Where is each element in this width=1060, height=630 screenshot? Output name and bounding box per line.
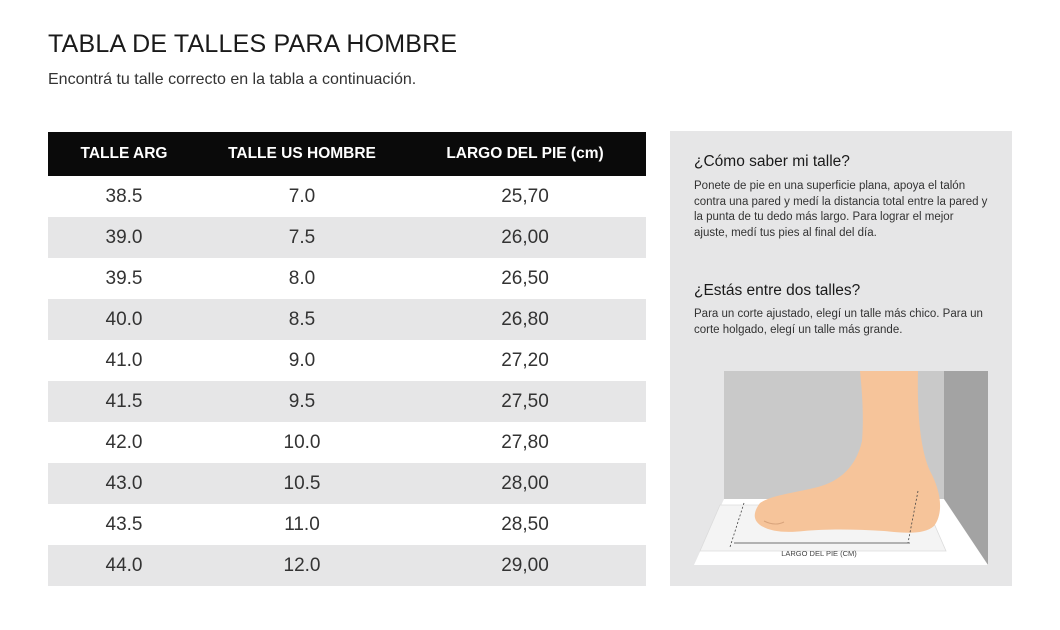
measurement-label: LARGO DEL PIE (CM) xyxy=(781,549,857,558)
cell-talle-us: 10.5 xyxy=(200,463,404,504)
cell-talle-arg: 39.0 xyxy=(48,217,200,258)
cell-talle-us: 10.0 xyxy=(283,431,321,453)
cell-talle-us: 8.5 xyxy=(200,299,404,340)
cell-talle-arg: 40.0 xyxy=(48,299,200,340)
cell-talle-us: 9.5 xyxy=(200,381,404,422)
between-sizes-heading: ¿Estás entre dos talles? xyxy=(694,282,861,299)
column-header-largo-pie: LARGO DEL PIE (cm) xyxy=(404,132,646,176)
table-row xyxy=(48,463,646,504)
page-subtitle: Encontrá tu talle correcto en la tabla a continuación. xyxy=(48,71,417,88)
cell-talle-us: 7.5 xyxy=(200,217,404,258)
cell-talle-arg: 43.5 xyxy=(105,513,143,535)
foot-measure-illustration xyxy=(694,371,988,565)
cell-talle-arg: 42.0 xyxy=(105,431,143,453)
cell-largo-pie: 26,50 xyxy=(501,267,549,289)
table-row xyxy=(48,176,646,217)
cell-talle-arg: 41.0 xyxy=(105,349,143,371)
cell-talle-arg: 39.5 xyxy=(105,267,143,289)
cell-largo-pie: 27,50 xyxy=(404,381,646,422)
cell-largo-pie: 29,00 xyxy=(404,545,646,586)
table-row xyxy=(48,217,646,258)
table-row xyxy=(48,381,646,422)
table-row xyxy=(48,299,646,340)
cell-talle-arg: 44.0 xyxy=(48,545,200,586)
cell-talle-arg: 41.5 xyxy=(48,381,200,422)
table-row xyxy=(48,422,646,463)
column-header-talle-arg: TALLE ARG xyxy=(48,132,200,176)
cell-talle-us: 12.0 xyxy=(200,545,404,586)
cell-talle-arg: 43.0 xyxy=(48,463,200,504)
between-sizes-text: Para un corte ajustado, elegí un talle más chico. Para un corte holgado, elegí un talle más grande. xyxy=(694,308,983,336)
page-title: TABLA DE TALLES PARA HOMBRE xyxy=(48,30,458,58)
cell-talle-us: 8.0 xyxy=(288,267,316,289)
cell-talle-arg: 38.5 xyxy=(105,185,143,207)
table-row xyxy=(48,258,646,299)
table-row xyxy=(48,504,646,545)
cell-largo-pie: 28,00 xyxy=(404,463,646,504)
cell-largo-pie: 26,00 xyxy=(404,217,646,258)
sizing-info-panel xyxy=(670,131,1012,586)
cell-talle-us: 7.0 xyxy=(288,185,316,207)
how-to-measure-text: Ponete de pie en una superficie plana, apoya el talón contra una pared y medí la distancia total entre la pared y la punta de tu dedo más largo. Para lograr el mejor ajuste, medí tus pies al final del día. xyxy=(694,180,988,239)
cell-largo-pie: 28,50 xyxy=(501,513,549,535)
cell-largo-pie: 25,70 xyxy=(501,185,549,207)
cell-largo-pie: 27,20 xyxy=(501,349,549,371)
size-chart-table xyxy=(48,132,646,586)
table-row xyxy=(48,340,646,381)
cell-talle-us: 9.0 xyxy=(288,349,316,371)
cell-largo-pie: 26,80 xyxy=(404,299,646,340)
column-header-talle-us: TALLE US HOMBRE xyxy=(200,132,404,176)
cell-largo-pie: 27,80 xyxy=(501,431,549,453)
table-header-row xyxy=(48,132,646,176)
cell-talle-us: 11.0 xyxy=(284,513,320,535)
table-row xyxy=(48,545,646,586)
how-to-measure-heading: ¿Cómo saber mi talle? xyxy=(694,153,850,170)
